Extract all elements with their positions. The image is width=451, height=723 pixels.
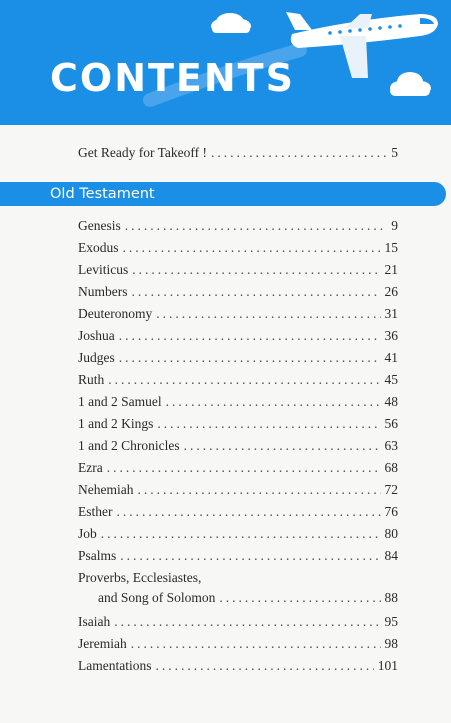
- toc-entry: [78, 394, 398, 410]
- toc-entry-title: Psalms: [78, 548, 117, 563]
- leader-dots: [114, 614, 380, 630]
- leader-dots: [119, 350, 381, 366]
- toc-entry: [78, 284, 398, 300]
- toc-entry-page: 26: [384, 284, 398, 299]
- leader-dots: [123, 240, 381, 256]
- leader-dots: [132, 284, 381, 300]
- toc-entry-title: Nehemiah: [78, 482, 134, 497]
- toc-entry-page: 9: [391, 218, 398, 233]
- toc-entry-title: Jeremiah: [78, 636, 127, 651]
- toc-entry: [78, 438, 398, 454]
- leader-dots: [137, 482, 380, 498]
- toc-entry-page: 56: [384, 416, 398, 431]
- leader-dots: [155, 658, 373, 674]
- toc-entry-page: 98: [384, 636, 398, 651]
- toc-entry-page: 48: [384, 394, 398, 409]
- toc-entry-page: 21: [384, 262, 398, 277]
- toc-entry: [78, 482, 398, 498]
- toc-entry-title: Lamentations: [78, 658, 152, 673]
- toc-entry-page: 101: [377, 658, 398, 673]
- section-label: Old Testament: [50, 186, 155, 202]
- toc-entry: [78, 590, 398, 606]
- toc-entry-title-continued: and Song of Solomon: [98, 590, 216, 605]
- section-bar: [0, 182, 446, 206]
- cloud-icon: [390, 72, 431, 96]
- leader-dots: [156, 306, 380, 322]
- toc-entry-title: Leviticus: [78, 262, 129, 277]
- toc-entry-title: 1 and 2 Chronicles: [78, 438, 180, 453]
- page-title: CONTENTS: [50, 56, 295, 100]
- cloud-icon: [211, 13, 251, 33]
- toc-entry-page: 72: [384, 482, 398, 497]
- toc-entry: [78, 218, 398, 234]
- leader-dots: [211, 145, 387, 161]
- toc-entry-title: Judges: [78, 350, 115, 365]
- toc-entry-title: Deuteronomy: [78, 306, 153, 321]
- toc-entry: [78, 350, 398, 366]
- leader-dots: [157, 416, 380, 432]
- leader-dots: [131, 636, 381, 652]
- toc-entry: [78, 262, 398, 278]
- toc-entry-page: 95: [384, 614, 398, 629]
- toc-entry: [78, 416, 398, 432]
- toc-entry-title: Numbers: [78, 284, 128, 299]
- toc-entry: [78, 636, 398, 652]
- leader-dots: [101, 526, 381, 542]
- toc-entry-title: Get Ready for Takeoff !: [78, 145, 208, 160]
- leader-dots: [125, 218, 388, 234]
- toc-entry-title: Joshua: [78, 328, 115, 343]
- toc-entry: [78, 548, 398, 564]
- toc-entry-page: 80: [384, 526, 398, 541]
- toc-entry-title: Esther: [78, 504, 113, 519]
- leader-dots: [120, 548, 380, 564]
- toc-entry-page: 45: [384, 372, 398, 387]
- toc-entry-page: 31: [384, 306, 398, 321]
- leader-dots: [219, 590, 380, 606]
- toc-entry: [78, 240, 398, 256]
- toc-entry-page: 68: [384, 460, 398, 475]
- airplane-icon: [286, 12, 438, 78]
- contents-header: [0, 0, 451, 125]
- toc-entry-page: 41: [384, 350, 398, 365]
- toc-entry: [78, 504, 398, 520]
- toc-entry-page: 88: [384, 590, 398, 605]
- toc-entry-page: 63: [384, 438, 398, 453]
- toc-entry-title: Isaiah: [78, 614, 111, 629]
- toc-entry: [78, 328, 398, 344]
- toc-entry: [78, 614, 398, 630]
- toc-entry-title: Ruth: [78, 372, 105, 387]
- toc-entry-title: Proverbs, Ecclesiastes,: [78, 570, 202, 585]
- toc-entry: [78, 372, 398, 388]
- toc-entry-title: Exodus: [78, 240, 119, 255]
- toc-entry-title: Job: [78, 526, 97, 541]
- leader-dots: [108, 372, 380, 388]
- toc-entry: [78, 526, 398, 542]
- toc-entry-page: 84: [384, 548, 398, 563]
- leader-dots: [119, 328, 381, 344]
- toc-entry-page: 36: [384, 328, 398, 343]
- toc-entry-title: 1 and 2 Kings: [78, 416, 154, 431]
- toc-entry-page: 76: [384, 504, 398, 519]
- leader-dots: [132, 262, 380, 278]
- toc-entry-page: 15: [384, 240, 398, 255]
- toc-entry-intro: [78, 145, 398, 161]
- toc-entry-page: 5: [391, 145, 398, 160]
- leader-dots: [107, 460, 381, 476]
- toc-entry: [78, 658, 398, 674]
- toc-entry-title: Ezra: [78, 460, 103, 475]
- leader-dots: [166, 394, 381, 410]
- leader-dots: [117, 504, 381, 520]
- toc-entry: [78, 306, 398, 322]
- toc-entry: [78, 460, 398, 476]
- leader-dots: [184, 438, 381, 454]
- toc-entry-title: 1 and 2 Samuel: [78, 394, 162, 409]
- toc-entry-title: Genesis: [78, 218, 121, 233]
